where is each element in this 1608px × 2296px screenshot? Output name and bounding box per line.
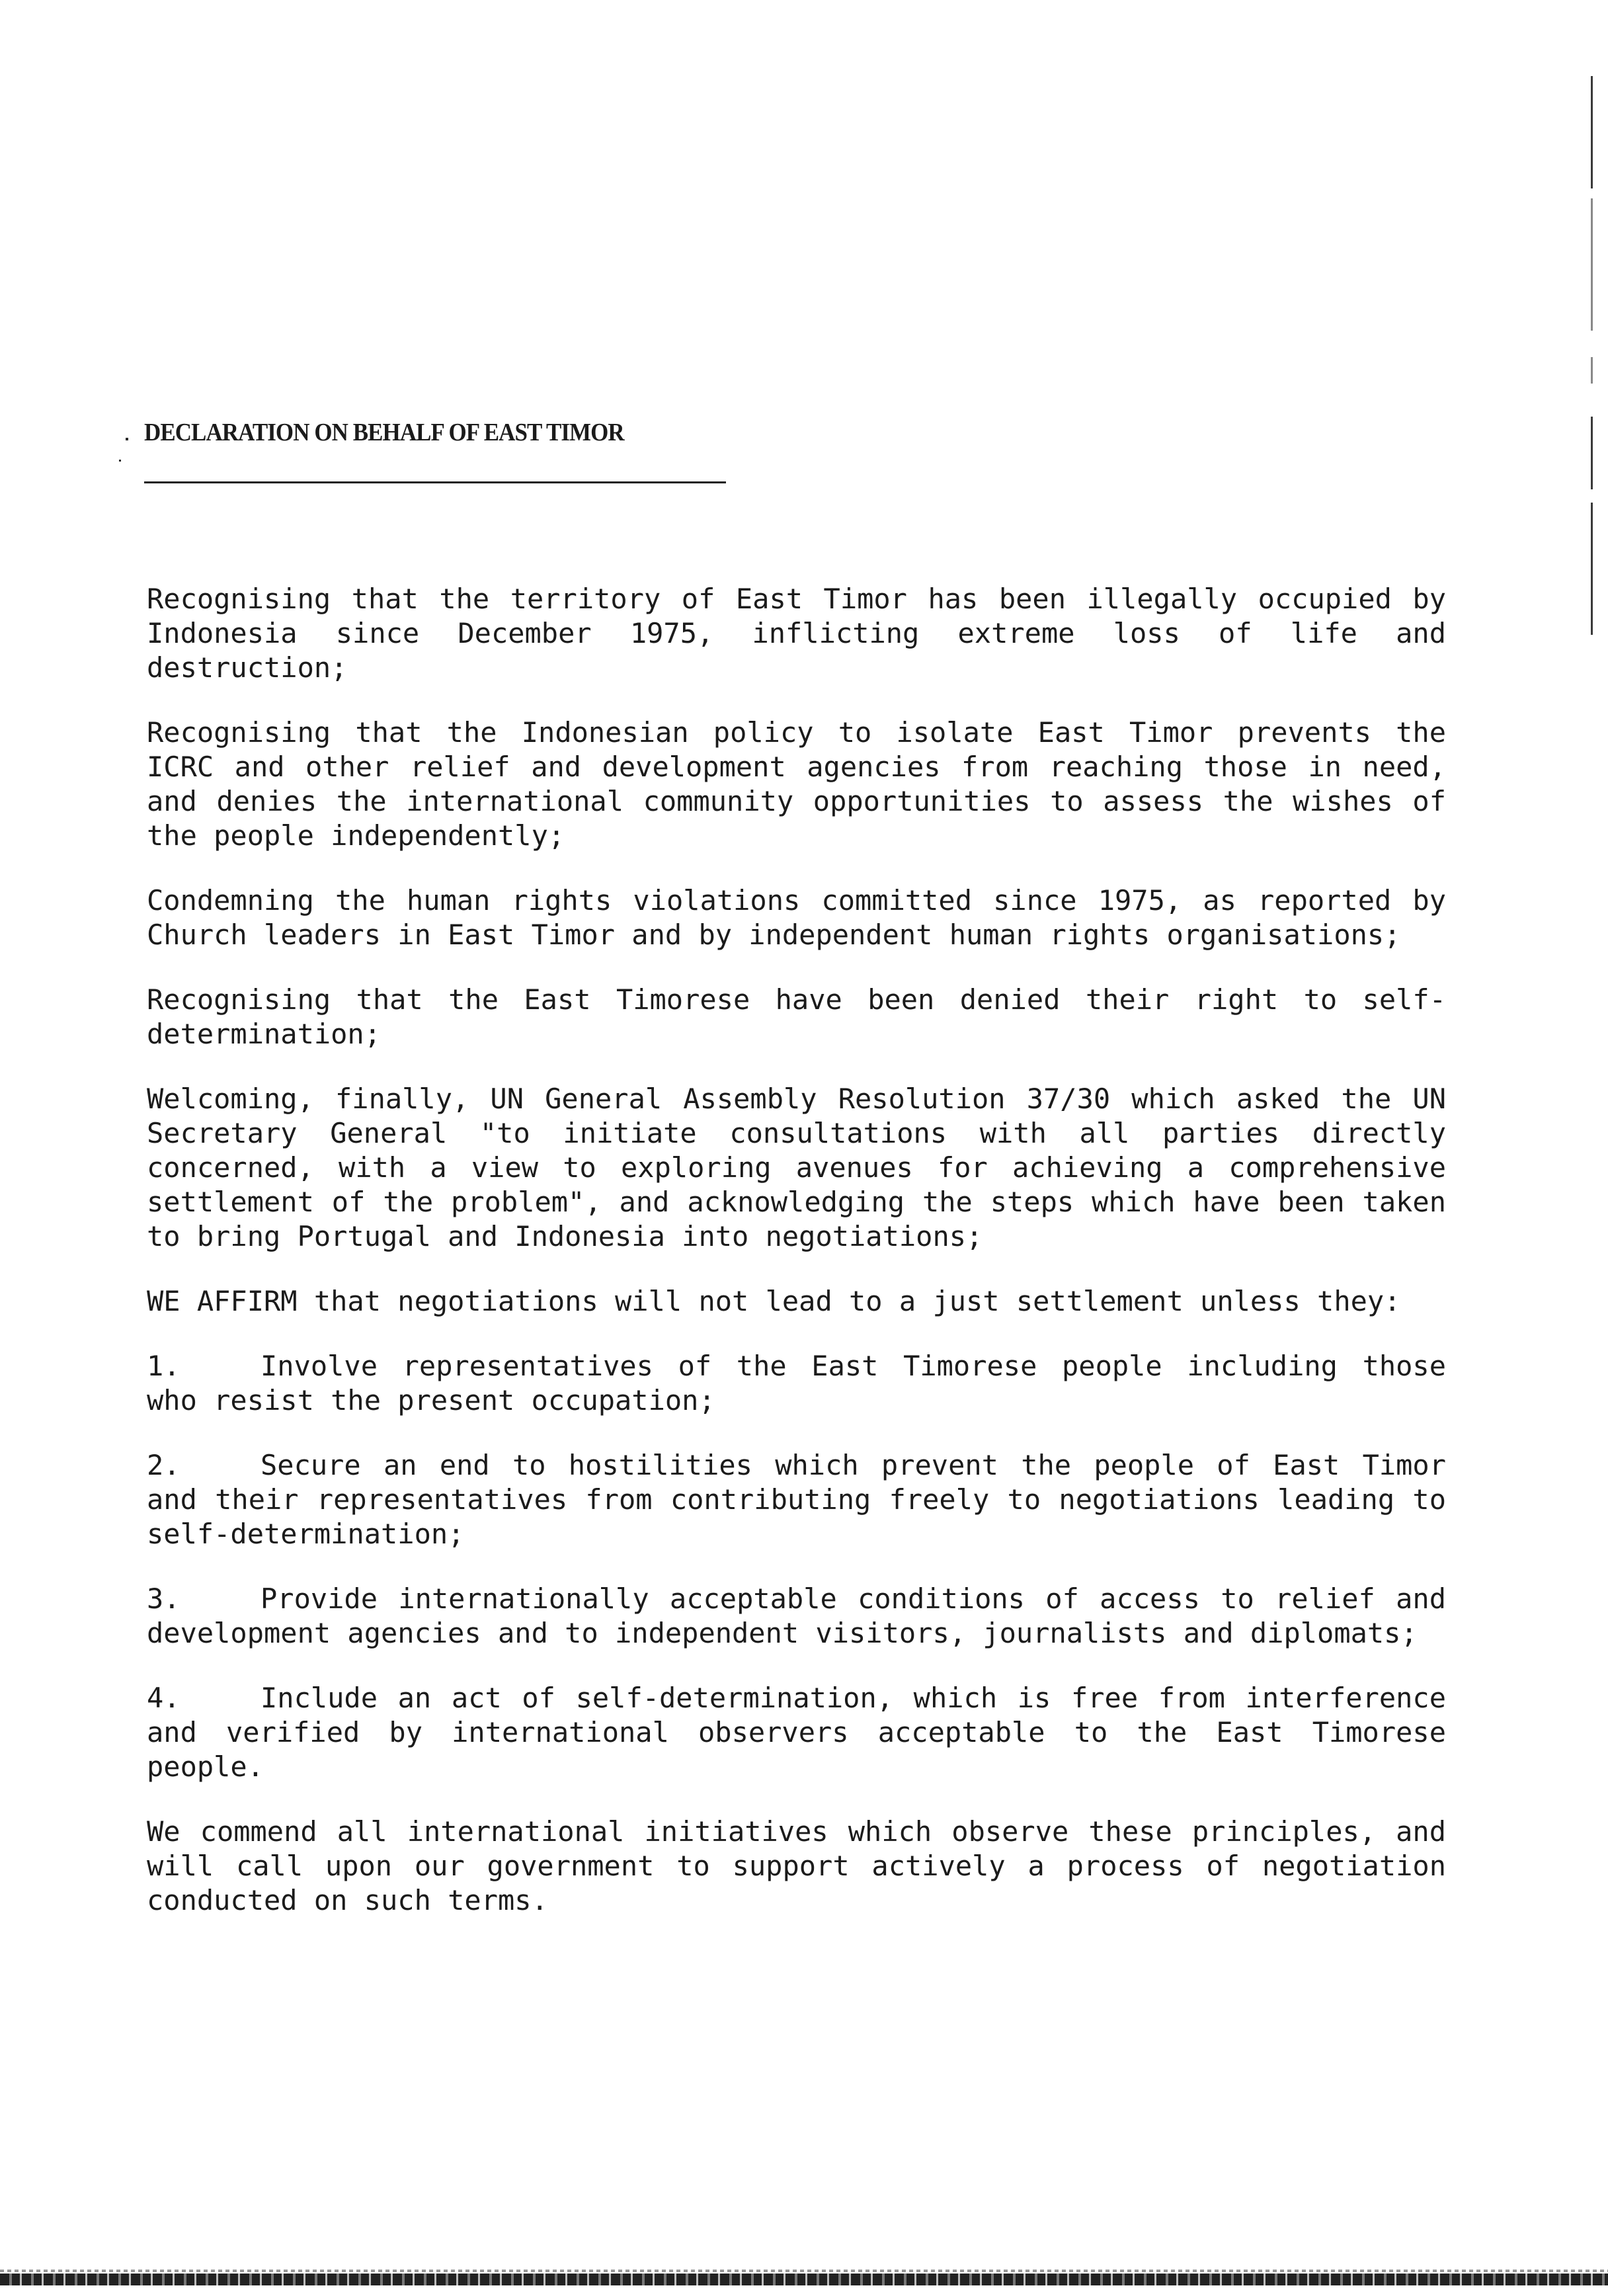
scan-bottom-noise [0, 2270, 1608, 2272]
paragraph: Condemning the human rights violations committed since 1975, as reported by Church leaders in East Timor and by independent human rights organisations; [147, 884, 1446, 951]
paragraph: WE AFFIRM that negotiations will not lead to a just settlement unless they: [147, 1285, 1401, 1317]
list-item-text: Include an act of self-determination, which is free from interference and verified by international observers acceptable to the East Timorese people. [147, 1682, 1446, 1783]
list-item [147, 1349, 1446, 1418]
scan-edge-line [1591, 357, 1593, 384]
scan-bottom-edge [0, 2274, 1608, 2285]
closing-paragraph: We commend all international initiatives which observe these principles, and will call upon our government to support actively a process of negotiation conducted on such terms. [147, 1815, 1446, 1916]
list-item [147, 1448, 1446, 1551]
scan-edge-line [1591, 503, 1593, 635]
list-item-text: Secure an end to hostilities which prevent the people of East Timor and their representatives from contributing freely to negotiations leading to self-determination; [147, 1449, 1446, 1550]
list-item-number: 2. [147, 1449, 181, 1481]
scan-speck [126, 438, 128, 440]
list-item [147, 1681, 1446, 1784]
document-body [147, 582, 1446, 1948]
list-item-text: Provide internationally acceptable conditions of access to relief and development agencies and to independent visitors, journalists and diplomats; [147, 1582, 1446, 1649]
paragraph: Recognising that the territory of East Timor has been illegally occupied by Indonesia since December 1975, inflicting extreme loss of life and destruction; [147, 583, 1446, 684]
list-item-number: 3. [147, 1582, 181, 1615]
list-item [147, 1582, 1446, 1651]
paragraph: Recognising that the East Timorese have been denied their right to self-determination; [147, 983, 1446, 1050]
list-item-number: 4. [147, 1682, 181, 1714]
list-item-text: Involve representatives of the East Timorese people including those who resist the present occupation; [147, 1350, 1446, 1416]
paragraph: Welcoming, finally, UN General Assembly Resolution 37/30 which asked the UN Secretary General "to initiate consultations with all parties directly concerned, with a view to exploring avenues for achieving a comprehensive settlement of the problem", and acknowledging the steps which have been taken to bring Portugal and Indonesia into negotiations; [147, 1083, 1446, 1252]
list-item-number: 1. [147, 1350, 181, 1382]
scan-speck [119, 460, 121, 462]
paragraph: Recognising that the Indonesian policy to isolate East Timor prevents the ICRC and other relief and development agencies from reaching those in need, and denies the international community opportunities to assess the wishes of the people independently; [147, 716, 1446, 852]
scan-edge-line [1591, 76, 1593, 188]
document-title: DECLARATION ON BEHALF OF EAST TIMOR [144, 419, 624, 446]
title-underline [144, 481, 726, 483]
scan-edge-line [1591, 417, 1593, 489]
scan-edge-line [1591, 198, 1593, 331]
